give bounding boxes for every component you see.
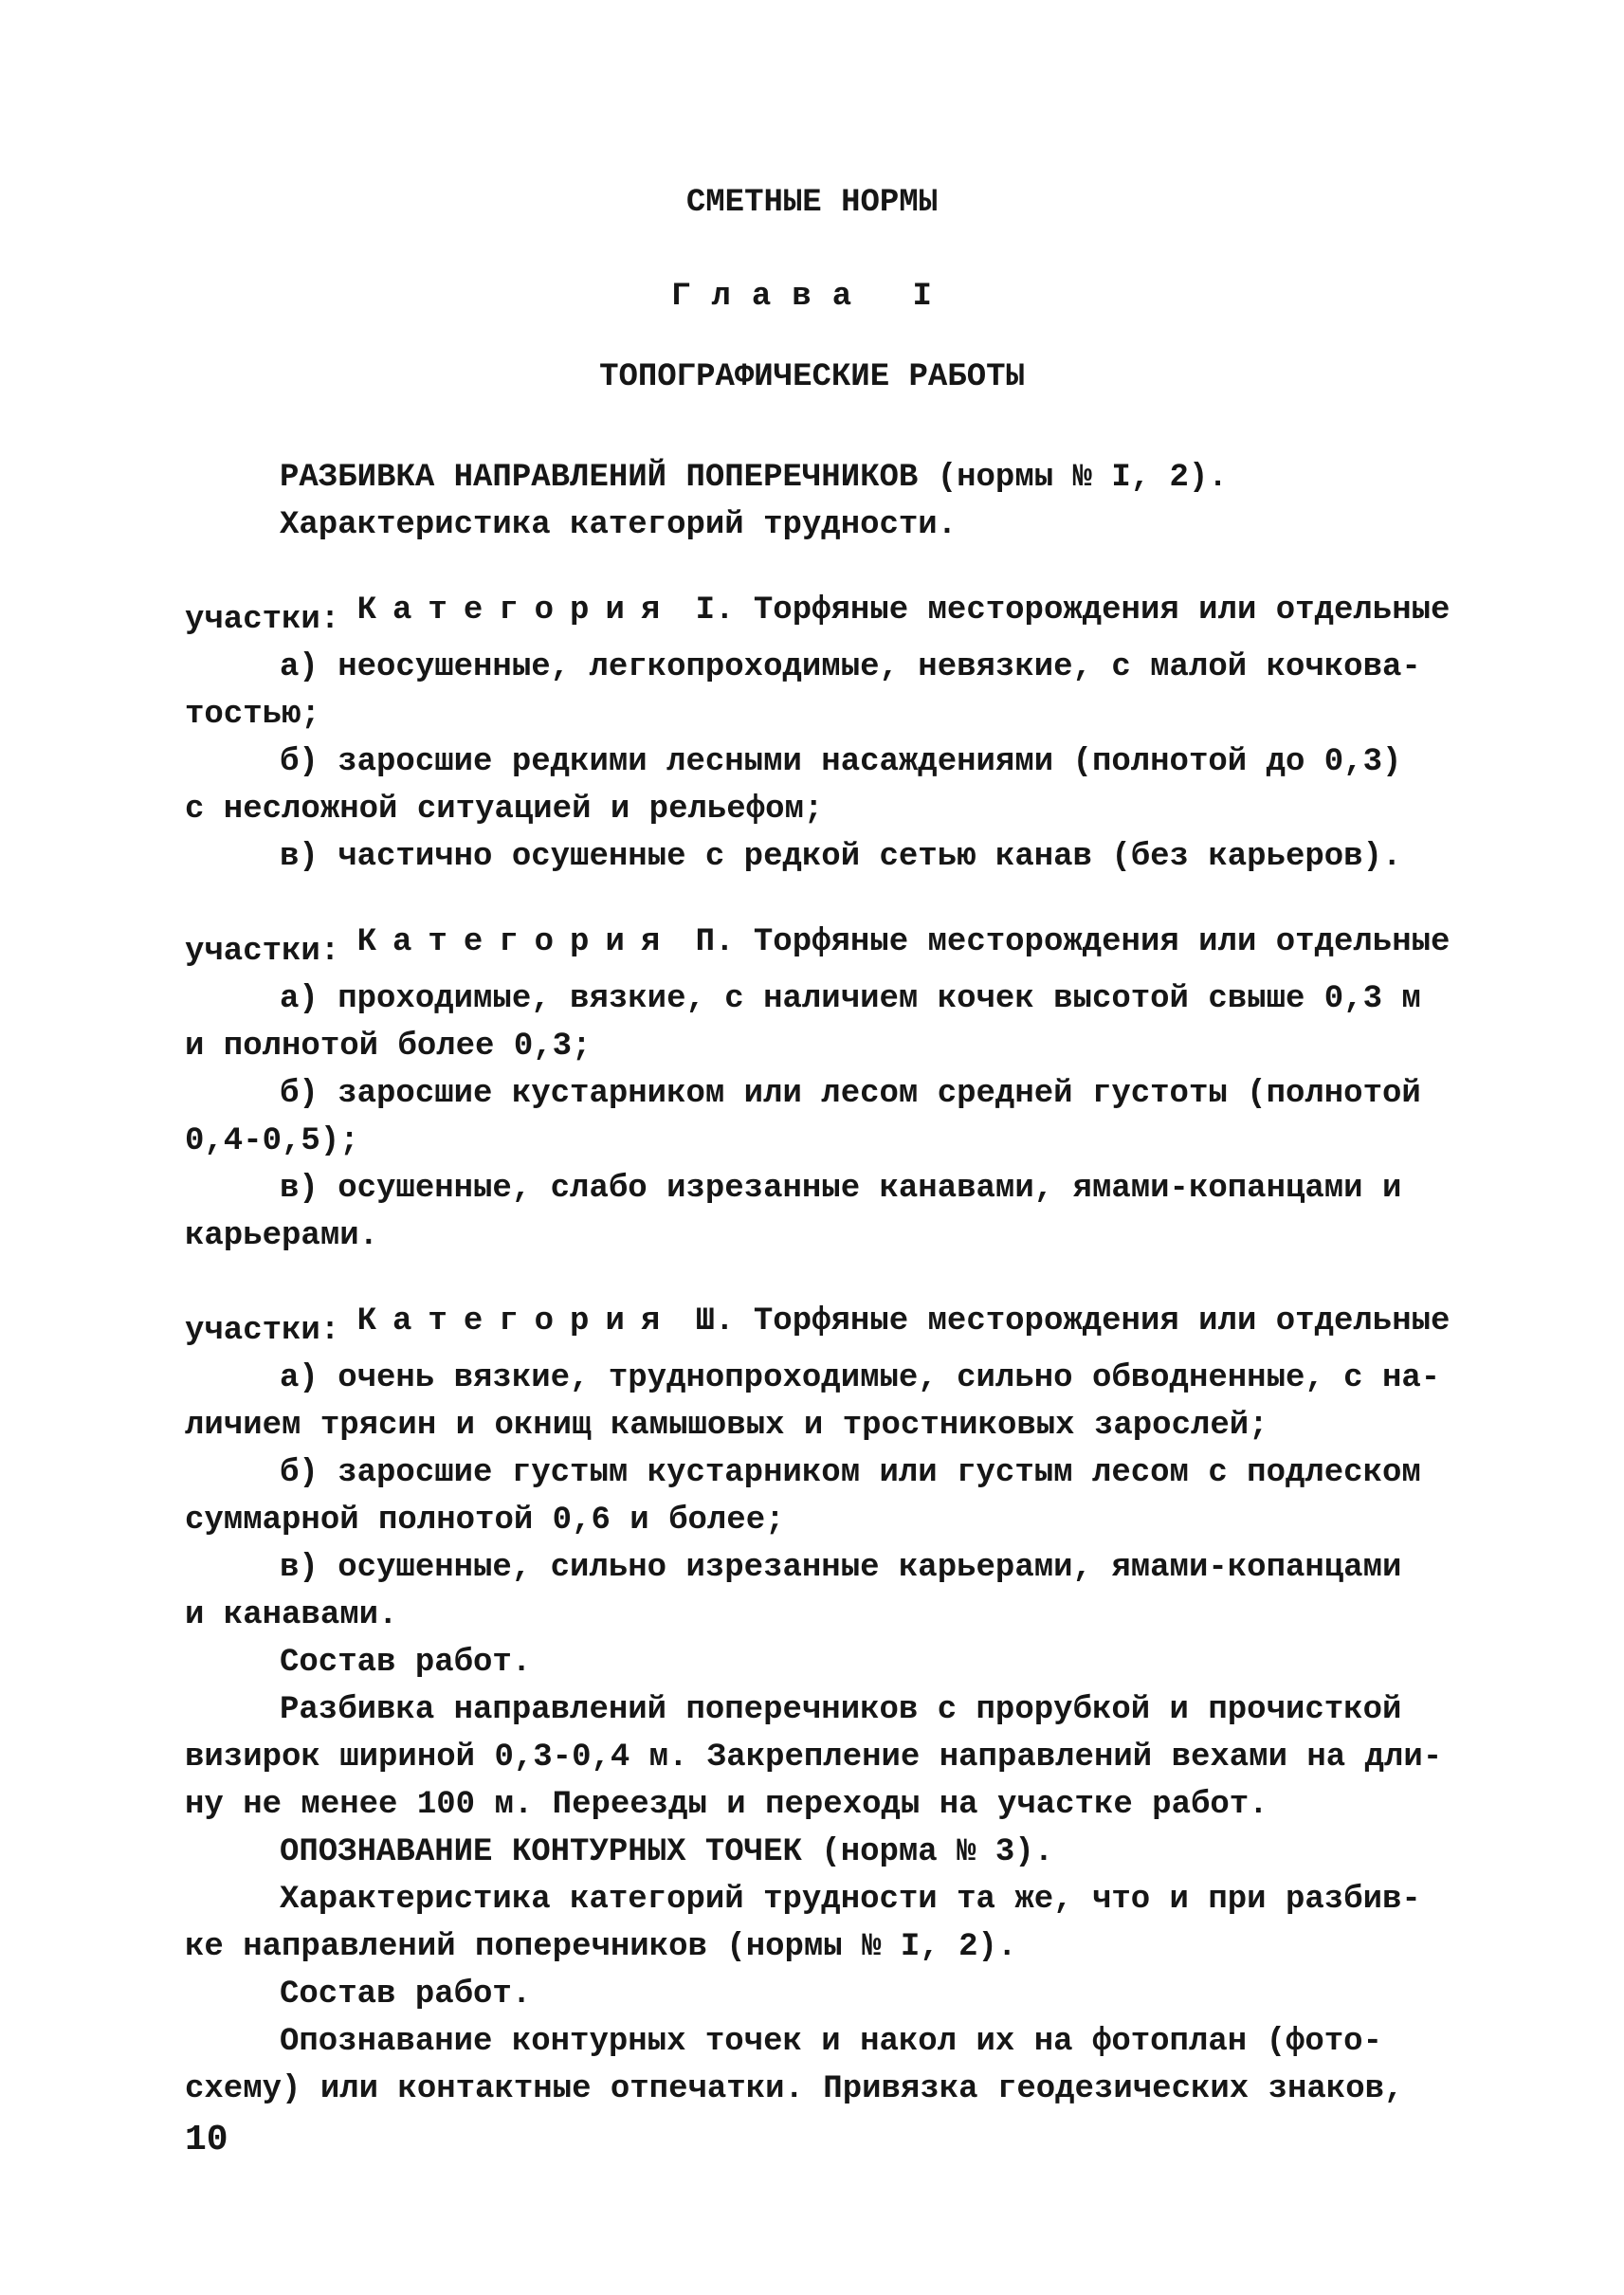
text-line: и канавами. <box>185 1597 398 1633</box>
text-line: с несложной ситуацией и рельефом; <box>185 792 824 828</box>
category-text: Торфяные месторождения или отдельные <box>753 924 1451 960</box>
text-line: схему) или контактные отпечатки. Привязка геодезических знаков, <box>185 2071 1404 2107</box>
text-line: ке направлений поперечников (нормы № I, 2). <box>185 1929 1017 1965</box>
text-line: личием трясин и окнищ камышовых и тростниковых зарослей; <box>185 1408 1268 1444</box>
category-label: Категория <box>356 924 677 960</box>
text-line: б) заросшие редкими лесными насаждениями (полнотой до 0,3) <box>280 744 1402 780</box>
text-line: участки: <box>185 1313 340 1349</box>
text-line: а) проходимые, вязкие, с наличием кочек высотой свыше 0,3 м <box>280 981 1421 1017</box>
text-line: и полнотой более 0,3; <box>185 1029 592 1065</box>
chapter-heading: Глава I <box>671 279 953 315</box>
text-line: визирок шириной 0,3-0,4 м. Закрепление направлений вехами на дли- <box>185 1739 1443 1776</box>
subsection-heading-opoznavanie: ОПОЗНАВАНИЕ КОНТУРНЫХ ТОЧЕК (норма № 3). <box>280 1834 1054 1870</box>
text-line: в) осушенные, слабо изрезанные канавами, ямами-копанцами и <box>280 1171 1402 1207</box>
difficulty-heading: Характеристика категорий трудности. <box>280 507 958 543</box>
text-line: Характеристика категорий трудности та же, что и при разбив- <box>280 1882 1421 1918</box>
text-line: Опознавание контурных точек и накол их на фотоплан (фото- <box>280 2024 1382 2060</box>
text-line: 0,4-0,5); <box>185 1123 359 1159</box>
category-text: Торфяные месторождения или отдельные <box>753 592 1451 628</box>
subsection-heading-razbivka: РАЗБИВКА НАПРАВЛЕНИЙ ПОПЕРЕЧНИКОВ (нормы № I, 2). <box>280 460 1228 496</box>
category-number: Ш. <box>695 1303 735 1339</box>
main-title: СМЕТНЫЕ НОРМЫ <box>685 185 939 221</box>
category-label: Категория <box>356 1303 677 1339</box>
text-line: б) заросшие кустарником или лесом средней густоты (полнотой <box>280 1076 1421 1112</box>
text-line: а) очень вязкие, труднопроходимые, сильно обводненные, с на- <box>280 1360 1441 1396</box>
text-line: участки: <box>185 602 340 638</box>
section-title: ТОПОГРАФИЧЕСКИЕ РАБОТЫ <box>599 359 1025 395</box>
text-line: тостью; <box>185 697 320 733</box>
category-number: П. <box>695 924 735 960</box>
text-line: ну не менее 100 м. Переезды и переходы на участке работ. <box>185 1787 1268 1823</box>
text-line: Разбивка направлений поперечников с прорубкой и прочисткой <box>280 1692 1402 1728</box>
work-composition-heading: Состав работ. <box>280 1976 532 2013</box>
category-text: Торфяные месторождения или отдельные <box>753 1303 1451 1339</box>
text-line: суммарной полнотой 0,6 и более; <box>185 1503 785 1539</box>
page-number: 10 <box>185 2120 228 2160</box>
text-line: в) частично осушенные с редкой сетью канав (без карьеров). <box>280 839 1402 875</box>
category-number: I. <box>695 592 735 628</box>
text-line: участки: <box>185 934 340 970</box>
text-line: карьерами. <box>185 1218 379 1254</box>
text-line: а) неосушенные, легкопроходимые, невязкие, с малой кочкова- <box>280 649 1421 685</box>
text-line: в) осушенные, сильно изрезанные карьерами, ямами-копанцами <box>280 1550 1402 1586</box>
text-line: б) заросшие густым кустарником или густым лесом с подлеском <box>280 1455 1421 1491</box>
work-composition-heading: Состав работ. <box>280 1645 532 1681</box>
category-label: Категория <box>356 592 677 628</box>
